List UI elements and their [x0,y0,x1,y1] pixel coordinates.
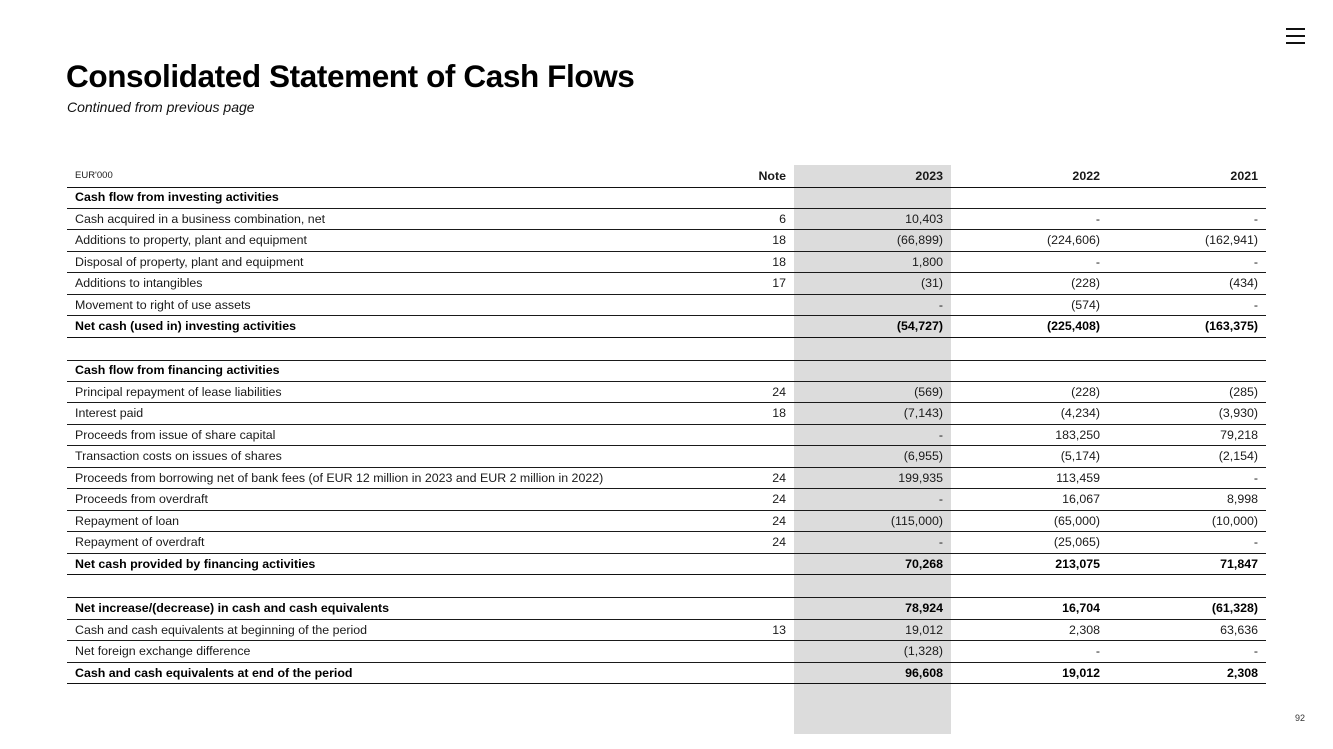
row-value-2021: - [1108,532,1266,554]
table-row [67,403,1266,425]
table-row [67,489,1266,511]
row-value-2021: - [1108,641,1266,663]
row-value-2021: (61,328) [1108,598,1266,620]
row-value-2021: (434) [1108,273,1266,295]
table-row [67,294,1266,316]
total-row-cash-end [67,662,1266,684]
table-row [67,251,1266,273]
table-row [67,230,1266,252]
row-value-2022: - [951,641,1108,663]
row-value-2022: (574) [951,294,1108,316]
section-heading-investing [67,187,1266,208]
row-note: 13 [699,619,794,641]
note-header: Note [699,165,794,187]
row-note: 24 [699,510,794,532]
row-value-2023: 78,924 [794,598,951,620]
row-label: Proceeds from overdraft [67,489,699,511]
row-value-2023: 10,403 [794,208,951,230]
row-label: Cash and cash equivalents at end of the period [67,662,699,684]
page-subtitle: Continued from previous page [67,99,255,115]
row-value-2022: 213,075 [951,553,1108,575]
row-value-2021: 79,218 [1108,424,1266,446]
row-value-2023: (1,328) [794,641,951,663]
row-label: Principal repayment of lease liabilities [67,381,699,403]
row-note [699,294,794,316]
row-value-2021: - [1108,294,1266,316]
table-row [67,510,1266,532]
row-note: 24 [699,489,794,511]
row-label: Cash flow from financing activities [67,360,699,381]
row-label: Net foreign exchange difference [67,641,699,663]
row-value-2022: (228) [951,273,1108,295]
table-row [67,467,1266,489]
row-label: Net cash (used in) investing activities [67,316,699,338]
row-value-2023: - [794,424,951,446]
table-header-row [67,165,1266,187]
row-label: Repayment of loan [67,510,699,532]
row-value-2022: - [951,208,1108,230]
cash-flow-table [67,165,1266,684]
row-note [699,446,794,468]
row-note: 6 [699,208,794,230]
row-note [699,598,794,620]
table-row [67,208,1266,230]
row-value-2022: 16,067 [951,489,1108,511]
row-value-2021: 63,636 [1108,619,1266,641]
row-value-2022: (5,174) [951,446,1108,468]
row-label: Net increase/(decrease) in cash and cash equivalents [67,598,699,620]
page-number: 92 [1295,713,1306,723]
row-value-2022: 16,704 [951,598,1108,620]
row-value-2023: 70,268 [794,553,951,575]
row-note [699,662,794,684]
row-value-2023: (66,899) [794,230,951,252]
menu-icon[interactable] [1285,26,1307,46]
table-row [67,273,1266,295]
page-title: Consolidated Statement of Cash Flows [66,58,635,94]
section-heading-financing [67,360,1266,381]
year-2022-header: 2022 [951,165,1108,187]
row-value-2023: - [794,294,951,316]
row-value-2021: (3,930) [1108,403,1266,425]
row-value-2022: 2,308 [951,619,1108,641]
year-2021-header: 2021 [1108,165,1266,187]
year-2023-header: 2023 [794,165,951,187]
row-label: Interest paid [67,403,699,425]
row-note: 17 [699,273,794,295]
row-value-2021: (2,154) [1108,446,1266,468]
row-label: Cash and cash equivalents at beginning of the period [67,619,699,641]
row-value-2023: 199,935 [794,467,951,489]
row-value-2021: 2,308 [1108,662,1266,684]
row-value-2023: 1,800 [794,251,951,273]
row-value-2021: (162,941) [1108,230,1266,252]
row-value-2023: (115,000) [794,510,951,532]
row-value-2022: (65,000) [951,510,1108,532]
row-note: 24 [699,381,794,403]
row-value-2022: 19,012 [951,662,1108,684]
row-note: 24 [699,532,794,554]
row-note [699,424,794,446]
row-value-2021: 8,998 [1108,489,1266,511]
row-note: 24 [699,467,794,489]
table-row [67,532,1266,554]
row-value-2022: (225,408) [951,316,1108,338]
row-value-2022: (4,234) [951,403,1108,425]
row-value-2021: - [1108,251,1266,273]
row-value-2023: (54,727) [794,316,951,338]
row-label: Additions to property, plant and equipment [67,230,699,252]
row-value-2023: (31) [794,273,951,295]
row-value-2023: - [794,489,951,511]
row-value-2023: 19,012 [794,619,951,641]
table-row [67,381,1266,403]
row-value-2022: (228) [951,381,1108,403]
row-note [699,316,794,338]
table-row [67,446,1266,468]
spacer-row [67,337,1266,360]
row-label: Repayment of overdraft [67,532,699,554]
row-label: Net cash provided by financing activities [67,553,699,575]
row-note [699,641,794,663]
row-note: 18 [699,403,794,425]
row-value-2022: - [951,251,1108,273]
row-label: Proceeds from borrowing net of bank fees (of EUR 12 million in 2023 and EUR 2 million in 2022) [67,467,699,489]
unit-header: EUR'000 [67,165,699,187]
spacer-row [67,575,1266,598]
row-label: Movement to right of use assets [67,294,699,316]
row-value-2022: (25,065) [951,532,1108,554]
row-value-2023: (6,955) [794,446,951,468]
row-value-2021: (163,375) [1108,316,1266,338]
row-value-2023: (7,143) [794,403,951,425]
row-note: 18 [699,230,794,252]
net-change-row [67,598,1266,620]
row-value-2021: - [1108,467,1266,489]
row-value-2023: - [794,532,951,554]
row-value-2022: 113,459 [951,467,1108,489]
row-value-2021: 71,847 [1108,553,1266,575]
total-row-investing [67,316,1266,338]
row-value-2022: 183,250 [951,424,1108,446]
table-row [67,424,1266,446]
row-value-2023: 96,608 [794,662,951,684]
table-row [67,619,1266,641]
row-note [699,553,794,575]
row-value-2023: (569) [794,381,951,403]
row-label: Disposal of property, plant and equipment [67,251,699,273]
row-label: Proceeds from issue of share capital [67,424,699,446]
row-note: 18 [699,251,794,273]
row-value-2022: (224,606) [951,230,1108,252]
row-value-2021: (285) [1108,381,1266,403]
row-label: Transaction costs on issues of shares [67,446,699,468]
row-label: Additions to intangibles [67,273,699,295]
row-value-2021: (10,000) [1108,510,1266,532]
row-label: Cash acquired in a business combination, net [67,208,699,230]
total-row-financing [67,553,1266,575]
row-label: Cash flow from investing activities [67,187,699,208]
table-row [67,641,1266,663]
row-value-2021: - [1108,208,1266,230]
